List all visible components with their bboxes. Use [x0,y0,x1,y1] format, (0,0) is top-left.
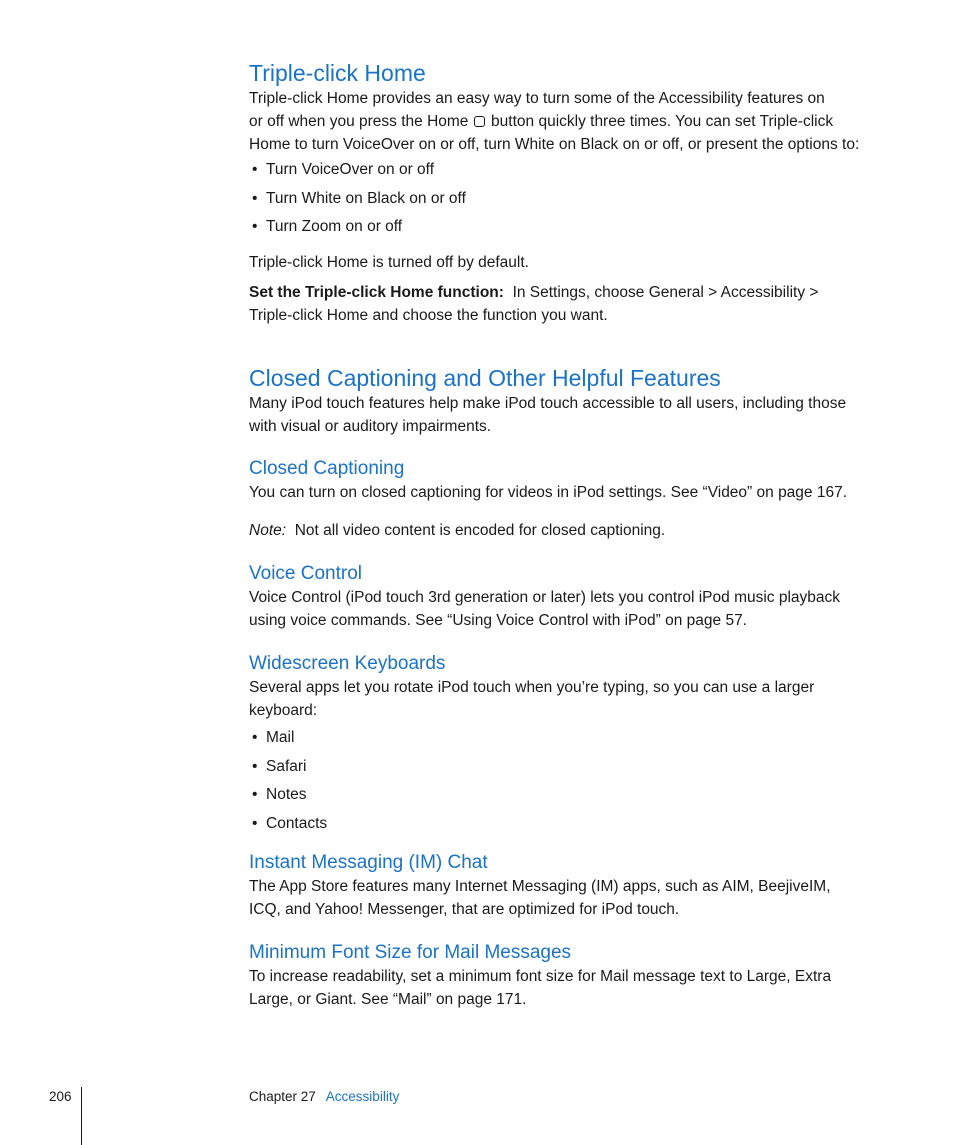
section-min-font-size [249,941,889,1011]
intro-line-2b: button quickly three times. You can set Triple-click [491,113,834,130]
bullet-icon: • [252,729,258,746]
home-button-icon [474,116,485,127]
paragraph-min-font-size: To increase readability, set a minimum font size for Mail message text to Large, Extra Large, or Giant. See “Mail” on page 171. [249,968,832,1008]
paragraph-triple-click-intro [249,87,889,156]
heading-min-font-size: Minimum Font Size for Mail Messages [249,942,572,963]
widescreen-apps-list [249,726,889,835]
intro-line-3: Home to turn VoiceOver on or off, turn White on Black on or off, or present the options to: [249,136,860,153]
paragraph-voice-control: Voice Control (iPod touch 3rd generation or later) lets you control iPod music playback using voice commands. See “Using Voice Control with iPod” on page 57. [249,589,841,629]
section-im-chat [249,851,889,921]
bullet-icon: • [252,814,258,832]
paragraph-closed-captioning: You can turn on closed captioning for videos in iPod settings. See “Video” on page 167. [249,484,848,501]
instruction-text-2: Triple-click Home and choose the function you want. [249,307,608,324]
section-voice-control [249,562,889,632]
heading-closed-captioning: Closed Captioning [249,458,405,479]
bullet-icon: • [252,218,258,235]
paragraph-widescreen: Several apps let you rotate iPod touch when you’re typing, so you can use a larger keyboard: [249,679,815,719]
heading-voice-control: Voice Control [249,563,363,584]
list-item: • Turn VoiceOver on or off [249,158,889,181]
note-closed-captioning [249,519,889,542]
note-text: Not all video content is encoded for closed captioning. [294,522,666,539]
section-helpful-features [249,364,889,438]
list-item: • Notes [249,783,889,806]
section-triple-click-home [249,59,889,156]
list-item: • Contacts [249,812,889,835]
heading-widescreen-keyboards: Widescreen Keyboards [249,653,446,674]
intro-line-1: Triple-click Home provides an easy way to turn some of the Accessibility features on [249,90,825,107]
note-label: Note: [249,522,287,539]
triple-click-options-list [249,158,889,238]
heading-triple-click-home: Triple-click Home [249,60,426,86]
chapter-label: Chapter 27 [249,1089,316,1104]
bullet-icon: • [252,189,258,207]
bullet-icon: • [252,786,258,803]
list-item: • Safari [249,755,889,778]
paragraph-helpful-intro: Many iPod touch features help make iPod touch accessible to all users, including those with visual or auditory impairments. [249,395,847,435]
heading-helpful-features: Closed Captioning and Other Helpful Features [249,365,721,391]
footer-divider [81,1087,82,1145]
page-number: 206 [49,1089,72,1104]
paragraph-default-off: Triple-click Home is turned off by default. [249,254,529,271]
footer-chapter [249,1088,399,1106]
instruction-label: Set the Triple-click Home function: [249,284,504,301]
heading-im-chat: Instant Messaging (IM) Chat [249,852,488,873]
list-item: • Mail [249,726,889,749]
section-widescreen-keyboards [249,652,889,722]
section-closed-captioning [249,457,889,504]
paragraph-instruction [249,281,889,327]
intro-line-2a: or off when you press the Home [249,113,469,130]
list-item: • Turn Zoom on or off [249,215,889,238]
chapter-title-link[interactable]: Accessibility [325,1089,400,1104]
list-item: • Turn White on Black on or off [249,187,889,210]
instruction-text-1: In Settings, choose General > Accessibility > [512,284,819,301]
bullet-icon: • [252,757,258,775]
bullet-icon: • [252,161,258,178]
paragraph-im-chat: The App Store features many Internet Messaging (IM) apps, such as AIM, BeejiveIM, ICQ, and Yahoo! Messenger, that are optimized for iPod touch. [249,878,831,918]
